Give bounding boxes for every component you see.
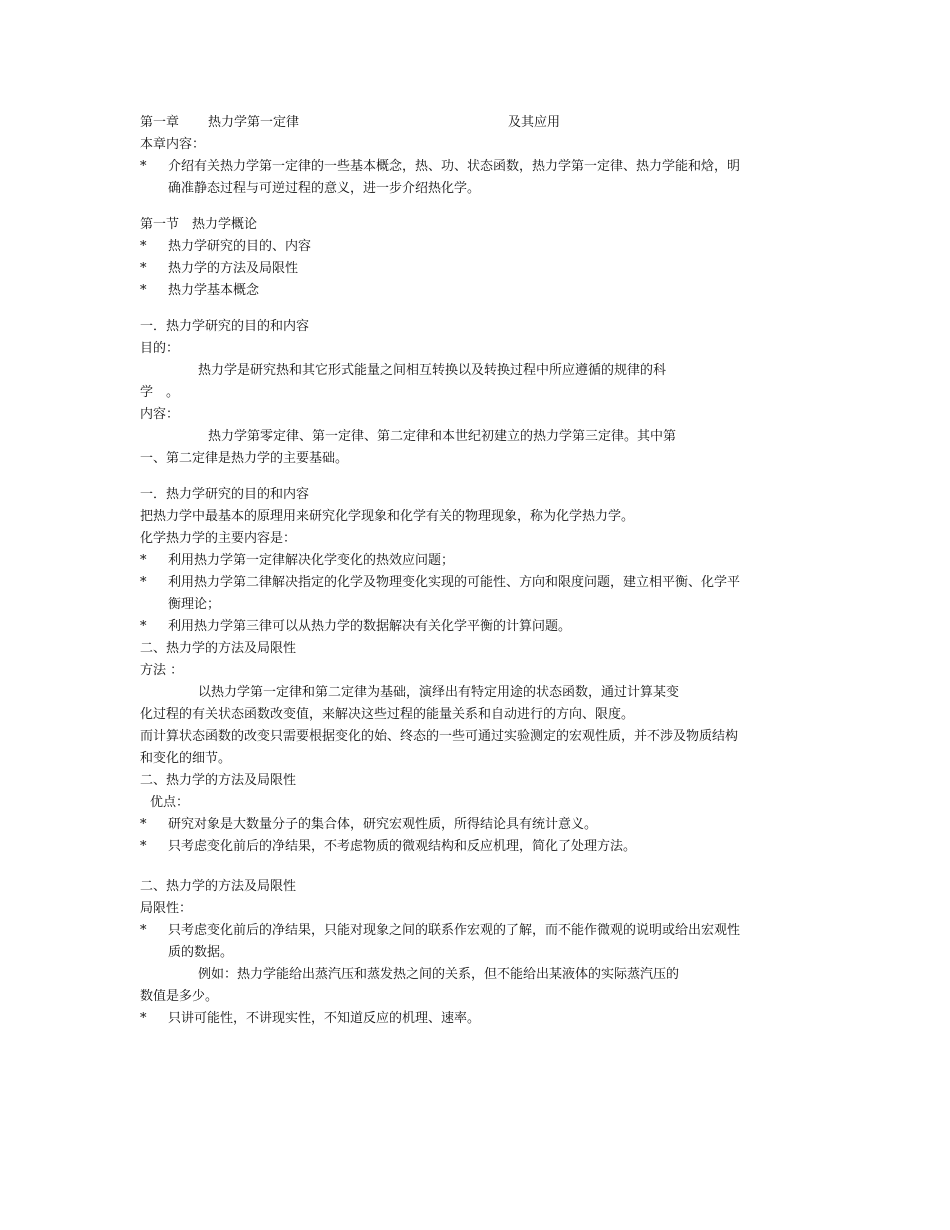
chapter-summary-item — [140, 156, 740, 200]
list-item — [140, 236, 740, 258]
heading-limits: 二、热力学的方法及局限性 — [140, 879, 297, 894]
bullet-marker: * — [140, 239, 147, 254]
list-item-text: 只考虑变化前后的净结果，只能对现象之间的联系作宏观的了解，而不能作微观的说明或给出宏观性质的数据。 — [168, 923, 741, 960]
list-item-text: 利用热力学第一定律解决化学变化的热效应问题； — [168, 553, 455, 568]
heading-purpose-content: 一．热力学研究的目的和内容 — [140, 319, 310, 334]
bullet-marker: * — [140, 1011, 147, 1026]
chapter-title-tail: 及其应用 — [508, 115, 561, 130]
example-text: 例如：热力学能给出蒸汽压和蒸发热之间的关系，但不能给出某液体的实际蒸汽压的 — [198, 967, 680, 982]
bullet-marker: * — [140, 619, 147, 634]
heading-merits: 二、热力学的方法及局限性 — [140, 773, 297, 788]
chapter-heading — [140, 112, 740, 134]
heading-method: 二、热力学的方法及局限性 — [140, 641, 297, 656]
chem-main-label: 化学热力学的主要内容是： — [140, 531, 297, 546]
chem-definition: 把热力学中最基本的原理用来研究化学现象和化学有关的物理现象，称为化学热力学。 — [140, 509, 635, 524]
chapter-title: 热力学第一定律 — [208, 115, 300, 130]
list-item — [140, 814, 740, 836]
list-item-text: 利用热力学第二律解决指定的化学及物理变化实现的可能性、方向和限度问题，建立相平衡、化学平衡理论； — [168, 575, 741, 612]
example-text-end: 数值是多少。 — [140, 989, 219, 1004]
method-label: 方法 ： — [140, 663, 184, 678]
list-item — [140, 920, 740, 964]
bullet-marker: * — [140, 817, 147, 832]
list-item-text: 热力学基本概念 — [168, 283, 260, 298]
document-page — [140, 112, 740, 1030]
method-text-cont: 化过程的有关状态函数改变值，来解决这些过程的能量关系和自动进行的方向、限度。 — [140, 707, 635, 722]
method-text-para: 而计算状态函数的改变只需要根据变化的始、终态的一些可通过实验测定的宏观性质，并不涉及物质结构和变化的细节。 — [140, 729, 739, 766]
list-item-text: 研究对象是大数量分子的集合体，研究宏观性质，所得结论具有统计意义。 — [168, 817, 598, 832]
list-item-text: 利用热力学第三律可以从热力学的数据解决有关化学平衡的计算问题。 — [168, 619, 572, 634]
spacer — [140, 200, 740, 214]
spacer — [140, 858, 740, 876]
bullet-marker: * — [140, 283, 147, 298]
merit-label: 优点： — [150, 795, 190, 810]
spacer — [140, 470, 740, 484]
list-item — [140, 836, 740, 858]
content-text-end: 一、第二定律是热力学的主要基础。 — [140, 451, 349, 466]
bullet-marker: * — [140, 839, 147, 854]
list-item-text: 热力学研究的目的、内容 — [168, 239, 312, 254]
bullet-marker: * — [140, 575, 147, 590]
purpose-text: 热力学是研究热和其它形式能量之间相互转换以及转换过程中所应遵循的规律的科 — [198, 363, 667, 378]
list-item — [140, 572, 740, 616]
purpose-text-end: 学 。 — [140, 385, 180, 400]
purpose-label: 目的： — [140, 341, 180, 356]
content-label: 内容： — [140, 407, 180, 422]
section1-title: 第一节 热力学概论 — [140, 217, 258, 232]
bullet-marker: * — [140, 261, 147, 276]
content-text: 热力学第零定律、第一定律、第二定律和本世纪初建立的热力学第三定律。其中第 — [208, 429, 677, 444]
list-item-text: 只考虑变化前后的净结果，不考虑物质的微观结构和反应机理，简化了处理方法。 — [168, 839, 637, 854]
list-item — [140, 1008, 740, 1030]
bullet-marker: * — [140, 159, 147, 174]
bullet-marker: * — [140, 553, 147, 568]
chapter-summary: 介绍有关热力学第一定律的一些基本概念，热、功、状态函数，热力学第一定律、热力学能和焓，明确准静态过程与可逆过程的意义，进一步介绍热化学。 — [168, 159, 741, 196]
list-item — [140, 616, 740, 638]
limit-label: 局限性： — [140, 901, 193, 916]
chapter-contents-label: 本章内容： — [140, 137, 206, 152]
heading-chem-thermo: 一．热力学研究的目的和内容 — [140, 487, 310, 502]
list-item — [140, 280, 740, 302]
list-item — [140, 550, 740, 572]
list-item-text: 热力学的方法及局限性 — [168, 261, 299, 276]
bullet-marker: * — [140, 923, 147, 938]
chapter-label: 第一章 — [140, 115, 180, 130]
method-text: 以热力学第一定律和第二定律为基础，演绎出有特定用途的状态函数，通过计算某变 — [198, 685, 680, 700]
list-item-text: 只讲可能性，不讲现实性，不知道反应的机理、速率。 — [168, 1011, 481, 1026]
list-item — [140, 258, 740, 280]
spacer — [140, 302, 740, 316]
